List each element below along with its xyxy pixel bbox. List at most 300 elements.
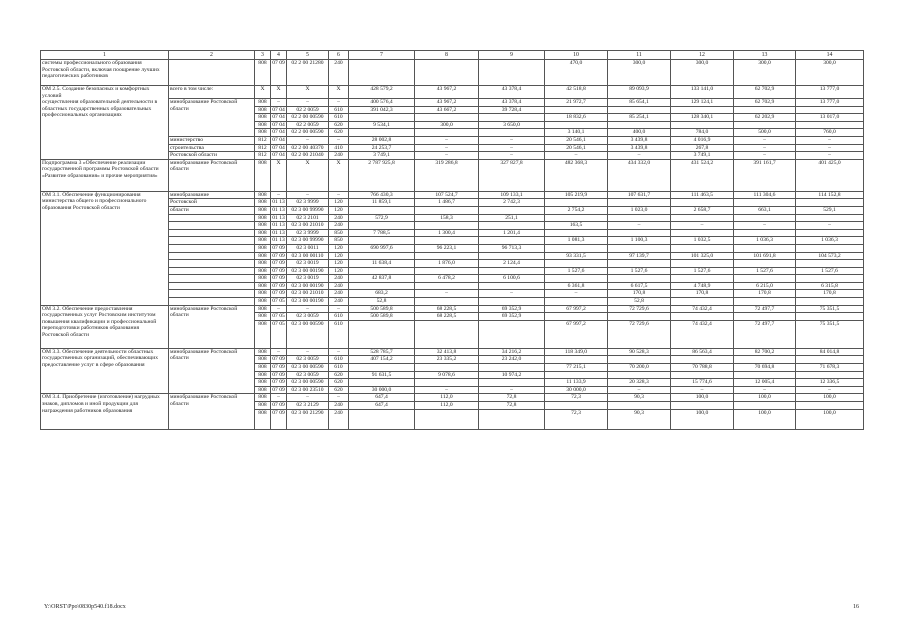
table-cell: 15 774,6 bbox=[671, 379, 734, 387]
table-cell: 02 2 00 00590 bbox=[287, 129, 329, 137]
table-cell: – bbox=[479, 386, 545, 394]
table-cell: 01 13 bbox=[272, 222, 285, 229]
table-cell bbox=[479, 298, 545, 306]
table-cell: 400,0 bbox=[608, 129, 671, 137]
table-cell bbox=[608, 244, 671, 252]
table-cell bbox=[349, 282, 415, 290]
table-cell: 3 650,0 bbox=[479, 121, 545, 129]
table-cell: X bbox=[271, 159, 287, 191]
table-cell: 500 589,8 bbox=[349, 313, 415, 321]
table-cell bbox=[734, 298, 796, 306]
table-cell: 647,4 bbox=[349, 402, 415, 410]
table-cell: 120 bbox=[329, 199, 349, 207]
table-cell: – bbox=[329, 348, 349, 356]
row-label: минобразование Ростовской области bbox=[169, 159, 255, 191]
table-cell: 18 832,6 bbox=[545, 114, 608, 122]
table-cell: 6 315,8 bbox=[796, 282, 864, 290]
table-cell: 391 042,3 bbox=[349, 106, 415, 114]
table-cell: 67 997,2 bbox=[545, 320, 608, 348]
table-cell bbox=[671, 229, 734, 237]
table-row bbox=[41, 86, 864, 99]
table-cell: 112,0 bbox=[415, 402, 479, 410]
responsible-label: Ростовской области bbox=[169, 152, 255, 160]
table-cell: 07 04 bbox=[272, 121, 285, 128]
responsible-label: минобразование Ростовской области bbox=[169, 348, 255, 394]
table-cell: 300,0 bbox=[671, 60, 734, 86]
responsible-label bbox=[169, 244, 255, 252]
table-cell: 300,0 bbox=[734, 60, 796, 86]
table-cell: 319 286,8 bbox=[415, 159, 479, 191]
table-cell: 3 439,8 bbox=[608, 136, 671, 144]
table-cell bbox=[671, 106, 734, 114]
table-cell bbox=[608, 313, 671, 321]
table-cell bbox=[479, 60, 545, 86]
table-cell: 10 974,2 bbox=[479, 371, 545, 379]
table-cell: X bbox=[255, 86, 271, 99]
table-cell: 21 972,7 bbox=[545, 99, 608, 107]
table-row bbox=[41, 159, 864, 191]
table-cell bbox=[415, 282, 479, 290]
table-cell: 75 351,5 bbox=[796, 305, 864, 313]
table-cell: 96 223,1 bbox=[415, 244, 479, 252]
table-cell: 72 729,6 bbox=[608, 305, 671, 313]
table-cell: 240 bbox=[329, 282, 349, 290]
table-cell: 808 bbox=[255, 364, 271, 372]
om-label-continued: осуществления образовательной деятельности в областных государственных образовательных профессиональных организациях bbox=[42, 99, 158, 119]
table-cell: 70 788,8 bbox=[671, 364, 734, 372]
table-cell: 43 667,2 bbox=[415, 106, 479, 114]
table-cell: 240 bbox=[329, 60, 349, 86]
table-cell: 07 04 bbox=[272, 136, 285, 143]
table-cell bbox=[349, 379, 415, 387]
table-cell: 2 742,3 bbox=[479, 199, 545, 207]
table-cell bbox=[545, 371, 608, 379]
table-cell: 9 078,6 bbox=[415, 371, 479, 379]
table-cell: 808 bbox=[255, 121, 271, 129]
table-cell bbox=[415, 267, 479, 275]
table-cell: 6 617,5 bbox=[608, 282, 671, 290]
table-cell: 107 524,7 bbox=[415, 191, 479, 199]
table-cell: 02 3 9999 bbox=[287, 229, 329, 237]
table-cell: X bbox=[329, 86, 349, 99]
table-cell bbox=[415, 114, 479, 122]
table-cell: 62 702,9 bbox=[734, 99, 796, 107]
table-cell: 3 140,1 bbox=[545, 129, 608, 137]
table-cell: 02 2 0059 bbox=[287, 121, 329, 129]
table-cell: 401 425,0 bbox=[796, 159, 864, 191]
table-cell: 3 439,8 bbox=[608, 144, 671, 152]
table-cell: 647,4 bbox=[349, 394, 415, 402]
table-cell bbox=[349, 60, 415, 86]
column-number-header: 7 bbox=[349, 51, 415, 60]
column-number-header: 10 bbox=[545, 51, 608, 60]
table-cell bbox=[349, 320, 415, 348]
column-number-header: 5 bbox=[287, 51, 329, 60]
table-cell: 808 bbox=[255, 244, 271, 252]
table-cell: 7 788,5 bbox=[349, 229, 415, 237]
table-cell bbox=[796, 356, 864, 364]
table-cell: 104 573,2 bbox=[796, 252, 864, 260]
table-cell: 170,8 bbox=[734, 290, 796, 298]
table-cell bbox=[479, 237, 545, 245]
table-cell: 43 967,2 bbox=[415, 99, 479, 107]
table-cell: 67 997,2 bbox=[545, 305, 608, 313]
table-cell: 240 bbox=[329, 214, 349, 222]
table-cell: 02 3 0059 bbox=[287, 313, 329, 321]
table-cell bbox=[734, 275, 796, 283]
table-cell: 07 09 bbox=[272, 244, 285, 251]
table-cell: 3 749,1 bbox=[349, 152, 415, 160]
table-cell: 39 728,4 bbox=[479, 106, 545, 114]
table-cell: 391 161,7 bbox=[734, 159, 796, 191]
row-label bbox=[169, 60, 255, 86]
table-cell bbox=[479, 129, 545, 137]
table-cell bbox=[734, 229, 796, 237]
table-cell: 43 378,4 bbox=[479, 99, 545, 107]
table-cell bbox=[671, 121, 734, 129]
row-label: ОМ 3.3. Обеспечение деятельности областных государственных организаций, обеспечивающих предоставление услуг в сфере образования bbox=[41, 348, 169, 394]
column-number-header: 4 bbox=[271, 51, 287, 60]
table-cell: 240 bbox=[329, 409, 349, 429]
table-cell: – bbox=[329, 99, 349, 107]
table-cell bbox=[671, 244, 734, 252]
table-cell: 72 729,6 bbox=[608, 320, 671, 348]
table-cell: 02 2 00 40370 bbox=[287, 144, 329, 152]
table-cell bbox=[796, 199, 864, 207]
table-cell: – bbox=[287, 305, 329, 313]
table-cell: 663,1 bbox=[734, 206, 796, 214]
responsible-label bbox=[169, 282, 255, 290]
table-cell: 42 518,8 bbox=[545, 86, 608, 99]
table-cell: 620 bbox=[329, 386, 349, 394]
table-cell: 02 3 00 99990 bbox=[287, 206, 329, 214]
column-number-header: 13 bbox=[734, 51, 796, 60]
table-cell bbox=[545, 260, 608, 268]
table-cell bbox=[349, 252, 415, 260]
table-row bbox=[41, 348, 864, 356]
table-cell: 01 13 bbox=[272, 214, 285, 221]
table-cell: – bbox=[287, 348, 329, 356]
table-cell bbox=[608, 402, 671, 410]
table-cell bbox=[734, 214, 796, 222]
column-number-header: 8 bbox=[415, 51, 479, 60]
table-cell: 07 09 bbox=[272, 356, 285, 363]
table-cell bbox=[796, 402, 864, 410]
table-cell: X bbox=[271, 86, 287, 99]
table-cell: 28 002,8 bbox=[349, 136, 415, 144]
table-cell bbox=[349, 267, 415, 275]
table-cell bbox=[796, 244, 864, 252]
table-cell: 812 bbox=[255, 152, 271, 160]
table-cell: 91 631,5 bbox=[349, 371, 415, 379]
table-cell: 300,0 bbox=[796, 60, 864, 86]
table-cell: – bbox=[734, 222, 796, 230]
table-cell: 07 09 bbox=[272, 275, 285, 282]
table-cell: 11 638,4 bbox=[349, 260, 415, 268]
table-cell: 105 219,9 bbox=[545, 191, 608, 199]
table-cell: – bbox=[796, 152, 864, 160]
om-label: ОМ 2.5. Создание безопасных и комфортных условий bbox=[42, 86, 150, 99]
table-cell: 6 215,0 bbox=[734, 282, 796, 290]
table-cell: – bbox=[734, 136, 796, 144]
table-cell: 85 254,1 bbox=[608, 114, 671, 122]
table-cell: X bbox=[287, 86, 329, 99]
table-cell bbox=[415, 222, 479, 230]
table-cell: 13 017,0 bbox=[796, 114, 864, 122]
responsible-label: министерство bbox=[169, 136, 255, 144]
table-cell: 84 014,8 bbox=[796, 348, 864, 356]
table-cell bbox=[608, 229, 671, 237]
table-cell: 1 100,3 bbox=[608, 237, 671, 245]
table-cell: 850 bbox=[329, 237, 349, 245]
table-cell: – bbox=[271, 348, 287, 356]
table-cell: 812 bbox=[255, 144, 271, 152]
table-cell: 01 13 bbox=[272, 206, 285, 213]
table-cell bbox=[608, 356, 671, 364]
table-cell: 808 bbox=[255, 275, 271, 283]
table-cell: 808 bbox=[255, 313, 271, 321]
table-cell: 808 bbox=[255, 199, 271, 207]
table-cell: 120 bbox=[329, 244, 349, 252]
table-cell: 02 3 00 21010 bbox=[287, 290, 329, 298]
table-cell: 808 bbox=[255, 290, 271, 298]
table-cell: 85 654,1 bbox=[608, 99, 671, 107]
table-cell: 6 361,8 bbox=[545, 282, 608, 290]
table-cell bbox=[415, 320, 479, 348]
table-cell: 808 bbox=[255, 99, 271, 107]
table-cell: 808 bbox=[255, 222, 271, 230]
table-cell bbox=[796, 298, 864, 306]
table-cell: – bbox=[271, 99, 287, 107]
table-cell: 1 201,4 bbox=[479, 229, 545, 237]
table-cell: 32 413,8 bbox=[415, 348, 479, 356]
table-cell: 4 016,9 bbox=[671, 136, 734, 144]
responsible-label: минобразование Ростовской области bbox=[169, 394, 255, 429]
table-cell: 808 bbox=[255, 267, 271, 275]
table-cell: 120 bbox=[329, 252, 349, 260]
table-cell: 02 3 00 00190 bbox=[287, 298, 329, 306]
column-number-header: 1 bbox=[41, 51, 169, 60]
table-cell bbox=[796, 214, 864, 222]
table-cell: 6 478,2 bbox=[415, 275, 479, 283]
responsible-label bbox=[169, 229, 255, 237]
table-cell: 620 bbox=[329, 129, 349, 137]
table-cell: 572,9 bbox=[349, 214, 415, 222]
table-cell bbox=[545, 298, 608, 306]
row-label: ОМ 3.4. Приобретение (изготовление) нагрудных знаков, дипломов и иной продукции для награждения работников образования bbox=[41, 394, 169, 429]
table-cell: – bbox=[608, 152, 671, 160]
table-cell: 02 3 00 23510 bbox=[287, 386, 329, 394]
table-cell: 400 576,4 bbox=[349, 99, 415, 107]
table-cell: – bbox=[271, 305, 287, 313]
table-cell bbox=[479, 222, 545, 230]
table-cell bbox=[608, 371, 671, 379]
table-cell: 240 bbox=[329, 402, 349, 410]
table-cell: 500,0 bbox=[734, 129, 796, 137]
table-cell: – bbox=[479, 136, 545, 144]
table-cell: 07 05 bbox=[272, 313, 285, 320]
table-cell: 70 200,0 bbox=[608, 364, 671, 372]
table-cell: 89 093,9 bbox=[608, 86, 671, 99]
table-cell: 07 04 bbox=[272, 106, 285, 113]
row-label bbox=[41, 86, 169, 160]
table-cell: 72,8 bbox=[479, 402, 545, 410]
table-cell: 07 04 bbox=[272, 144, 285, 151]
table-cell: 43 967,2 bbox=[415, 86, 479, 99]
table-cell: 808 bbox=[255, 402, 271, 410]
table-cell: 1 081,3 bbox=[545, 237, 608, 245]
table-cell: 1 527,6 bbox=[545, 267, 608, 275]
table-cell: 808 bbox=[255, 348, 271, 356]
table-cell: 808 bbox=[255, 320, 271, 348]
table-cell bbox=[608, 199, 671, 207]
table-cell bbox=[796, 275, 864, 283]
table-cell bbox=[415, 252, 479, 260]
table-cell: 71 678,3 bbox=[796, 364, 864, 372]
table-cell: 07 09 bbox=[272, 290, 285, 297]
table-cell: X bbox=[287, 159, 329, 191]
table-cell: 100,0 bbox=[671, 394, 734, 402]
table-cell: 1 300,4 bbox=[415, 229, 479, 237]
responsible-label bbox=[169, 298, 255, 306]
table-cell: 07 09 bbox=[272, 402, 285, 408]
table-cell: 62 202,9 bbox=[734, 114, 796, 122]
table-cell: 02 3 00 00590 bbox=[287, 379, 329, 387]
table-cell: 69 352,9 bbox=[479, 305, 545, 313]
table-cell: 02 3 00 21290 bbox=[287, 409, 329, 429]
table-cell: 2 124,4 bbox=[479, 260, 545, 268]
table-cell: – bbox=[415, 144, 479, 152]
table-cell: 90,3 bbox=[608, 409, 671, 429]
table-cell bbox=[796, 229, 864, 237]
table-cell: 2 658,7 bbox=[671, 206, 734, 214]
table-cell: 02 3 0059 bbox=[287, 356, 329, 364]
table-cell: – bbox=[329, 191, 349, 199]
table-cell: 100,0 bbox=[671, 409, 734, 429]
table-cell: 52,8 bbox=[349, 298, 415, 306]
table-cell: 02 2 0059 bbox=[287, 106, 329, 114]
column-number-header: 3 bbox=[255, 51, 271, 60]
table-cell bbox=[479, 409, 545, 429]
responsible-label: Ростовской bbox=[169, 199, 255, 207]
table-cell bbox=[415, 298, 479, 306]
table-cell: 62 702,9 bbox=[734, 86, 796, 99]
responsible-label: минобразование Ростовской области bbox=[169, 99, 255, 137]
table-cell: 100,0 bbox=[734, 409, 796, 429]
table-cell: 34 216,2 bbox=[479, 348, 545, 356]
table-cell: 52,8 bbox=[608, 298, 671, 306]
table-cell: 02 3 00 00190 bbox=[287, 267, 329, 275]
table-cell: 01 13 bbox=[272, 237, 285, 244]
table-cell: 02 2 00 21280 bbox=[287, 60, 329, 86]
table-cell bbox=[479, 206, 545, 214]
table-cell: 72 497,7 bbox=[734, 305, 796, 313]
table-cell: 808 bbox=[255, 386, 271, 394]
table-cell: 1 036,3 bbox=[734, 237, 796, 245]
table-cell: 1 527,6 bbox=[796, 267, 864, 275]
table-cell: 75 351,5 bbox=[796, 320, 864, 348]
table-cell bbox=[545, 275, 608, 283]
table-cell: 13 777,0 bbox=[796, 86, 864, 99]
responsible-label: минобразование bbox=[169, 191, 255, 199]
table-cell: – bbox=[734, 386, 796, 394]
table-cell: 02 3 0011 bbox=[287, 244, 329, 252]
table-cell: 23 242,0 bbox=[479, 356, 545, 364]
table-cell: – bbox=[415, 290, 479, 298]
table-cell: – bbox=[796, 144, 864, 152]
table-cell bbox=[734, 356, 796, 364]
table-cell: 01 13 bbox=[272, 199, 285, 206]
header-row bbox=[41, 51, 864, 60]
table-cell bbox=[479, 320, 545, 348]
table-cell: 02 3 2129 bbox=[287, 402, 329, 410]
table-cell: 42 837,8 bbox=[349, 275, 415, 283]
table-cell: 808 bbox=[255, 282, 271, 290]
table-cell: 02 3 00 21010 bbox=[287, 222, 329, 230]
table-cell bbox=[349, 206, 415, 214]
table-cell bbox=[734, 121, 796, 129]
table-cell bbox=[734, 260, 796, 268]
table-cell: – bbox=[796, 136, 864, 144]
table-cell bbox=[608, 106, 671, 114]
table-cell: – bbox=[734, 152, 796, 160]
table-cell bbox=[545, 106, 608, 114]
table-cell: 128 340,1 bbox=[671, 114, 734, 122]
table-cell: 170,8 bbox=[608, 290, 671, 298]
table-cell: 07 04 bbox=[272, 129, 285, 136]
column-number-header: 2 bbox=[169, 51, 255, 60]
table-cell: 12 005,4 bbox=[734, 379, 796, 387]
table-cell bbox=[349, 129, 415, 137]
table-cell bbox=[671, 298, 734, 306]
table-cell: 1 486,7 bbox=[415, 199, 479, 207]
table-cell: 02 3 0019 bbox=[287, 260, 329, 268]
table-cell: 24 253,7 bbox=[349, 144, 415, 152]
table-cell: 70 694,8 bbox=[734, 364, 796, 372]
table-cell bbox=[545, 402, 608, 410]
table-cell: – bbox=[287, 191, 329, 199]
table-row bbox=[41, 60, 864, 86]
table-cell bbox=[545, 121, 608, 129]
table-cell: 170,8 bbox=[796, 290, 864, 298]
table-cell: 114 152,8 bbox=[796, 191, 864, 199]
table-cell bbox=[734, 199, 796, 207]
table-cell: 02 2 00 00590 bbox=[287, 114, 329, 122]
table-cell: 610 bbox=[329, 106, 349, 114]
table-cell: 07 09 bbox=[272, 282, 285, 289]
table-cell: – bbox=[545, 152, 608, 160]
table-cell: 12 336,5 bbox=[796, 379, 864, 387]
budget-document bbox=[40, 50, 863, 430]
table-cell: 760,0 bbox=[796, 129, 864, 137]
responsible-label: области bbox=[169, 206, 255, 214]
table-cell: 86 563,4 bbox=[671, 348, 734, 356]
table-cell: 3 749,1 bbox=[671, 152, 734, 160]
table-cell bbox=[349, 222, 415, 230]
table-row bbox=[41, 191, 864, 199]
row-label: Подпрограмма 3 «Обеспечение реализации государственной программы Ростовской области «Развитие образования» и прочие мероприятия» bbox=[41, 159, 169, 191]
table-cell: 528 785,7 bbox=[349, 348, 415, 356]
table-cell bbox=[349, 237, 415, 245]
table-cell: 109 133,1 bbox=[479, 191, 545, 199]
table-cell: 240 bbox=[329, 298, 349, 306]
table-cell: 120 bbox=[329, 206, 349, 214]
table-cell bbox=[671, 260, 734, 268]
table-cell: – bbox=[415, 136, 479, 144]
table-cell: 20 328,3 bbox=[608, 379, 671, 387]
table-cell: 112,0 bbox=[415, 394, 479, 402]
table-cell bbox=[415, 129, 479, 137]
